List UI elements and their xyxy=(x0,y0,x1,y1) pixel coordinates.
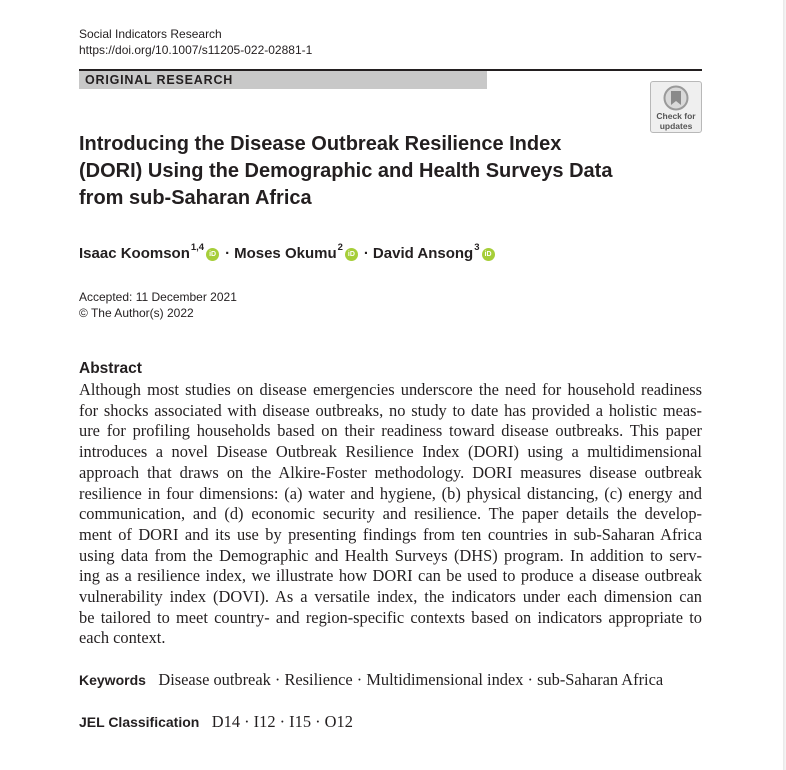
abstract-line: approach that draws on the Alkire-Foster methodology. DORI measures disease outbreak xyxy=(79,462,702,482)
article-title xyxy=(79,131,619,212)
abstract-line: each context. xyxy=(79,628,166,648)
bookmark-ring-icon xyxy=(663,85,689,111)
badge-line: Check for xyxy=(656,111,696,121)
keywords-label: Keywords xyxy=(79,672,146,688)
copyright-notice: © The Author(s) 2022 xyxy=(79,306,194,320)
check-for-updates-badge[interactable] xyxy=(650,81,702,133)
jel-classification-row xyxy=(79,712,353,732)
jel-label: JEL Classification xyxy=(79,714,200,730)
journal-name: Social Indicators Research xyxy=(79,27,222,41)
jel-value: D14 · I12 · I15 · O12 xyxy=(211,712,353,731)
keywords-row xyxy=(79,670,663,690)
abstract-line: vulnerability index (DOVI). As a versatile index, the indicators under each dimension can xyxy=(79,587,702,607)
title-line: Introducing the Disease Outbreak Resilience Index xyxy=(79,133,562,155)
orcid-icon[interactable]: iD xyxy=(206,248,219,261)
abstract-line: ing as a resilience index, we illustrate how DORI can be used to produce a disease outbreak xyxy=(79,566,702,586)
badge-line: updates xyxy=(659,121,693,131)
abstract-line: communication, and (d) economic security and resilience. The paper details the develop- xyxy=(79,504,702,524)
keywords-value: Disease outbreak · Resilience · Multidimensional index · sub-Saharan Africa xyxy=(158,670,664,689)
author-list xyxy=(79,239,497,265)
author-affiliation: 2 xyxy=(337,242,343,253)
author-name[interactable]: David Ansong xyxy=(372,245,474,262)
abstract-line: resilience in four dimensions: (a) water and hygiene, (b) physical distancing, (c) energy and xyxy=(79,483,702,503)
title-line: (DORI) Using the Demographic and Health Surveys Data xyxy=(79,160,613,182)
author-separator: · xyxy=(225,245,231,262)
abstract-line: using data from the Demographic and Health Surveys (DHS) program. In addition to serv- xyxy=(79,545,702,565)
title-line: from sub-Saharan Africa xyxy=(79,187,312,209)
author-name[interactable]: Moses Okumu xyxy=(234,245,337,262)
abstract-line: be tailored to meet country- and region-specific contexts based on indicators appropriate to xyxy=(79,607,702,627)
doi-link[interactable]: https://doi.org/10.1007/s11205-022-02881-1 xyxy=(79,43,313,57)
abstract-line: introduces a novel Disease Outbreak Resilience Index (DORI) using a multidimensional xyxy=(79,442,702,462)
author-name[interactable]: Isaac Koomson xyxy=(79,245,190,262)
abstract-line: ment of DORI and its use by presenting findings from ten countries in sub-Saharan Africa xyxy=(79,524,702,544)
abstract-body xyxy=(79,380,702,649)
article-type-banner xyxy=(79,71,487,89)
author-affiliation: 1,4 xyxy=(190,242,205,253)
abstract-line: Although most studies on disease emergencies underscore the need for household readiness xyxy=(79,380,702,399)
accepted-date: Accepted: 11 December 2021 xyxy=(79,290,237,304)
author-affiliation: 3 xyxy=(474,242,480,253)
abstract-heading: Abstract xyxy=(79,360,142,377)
author-separator: · xyxy=(363,245,369,262)
article-type-label: ORIGINAL RESEARCH xyxy=(85,73,234,87)
orcid-icon[interactable]: iD xyxy=(482,248,495,261)
orcid-icon[interactable]: iD xyxy=(345,248,358,261)
abstract-line: ure for profiling households based on their readiness toward disease outbreaks. This paper xyxy=(79,421,702,441)
check-for-updates-text xyxy=(651,111,701,131)
abstract-line: for shocks associated with disease outbreaks, no study to date has provided a holistic meas- xyxy=(79,400,702,420)
